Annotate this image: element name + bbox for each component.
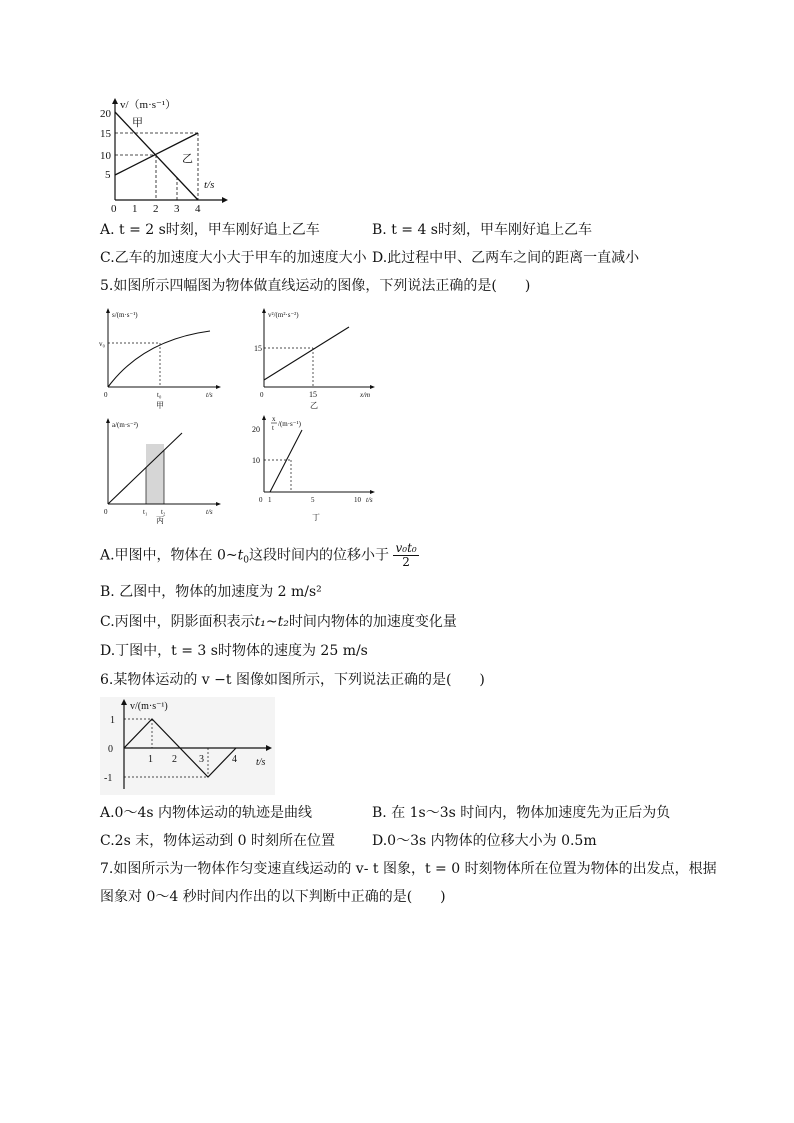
q6-xtick-1: 1 xyxy=(148,754,153,765)
q5-fig-ding xyxy=(250,412,380,524)
q4-option-c: C.乙车的加速度大小大于甲车的加速度大小 xyxy=(100,250,367,266)
q4-xtick-3: 3 xyxy=(174,203,180,213)
q4-ytick-15: 15 xyxy=(100,128,111,140)
q4-ytick-20: 20 xyxy=(100,108,111,120)
bing-ylabel: a/(m·s⁻²) xyxy=(112,421,139,429)
ding-ytick-10: 10 xyxy=(252,456,260,465)
ding-origin: 0 xyxy=(259,496,263,504)
q5-stem: 5.如图所示四幅图为物体做直线运动的图像，下列说法正确的是( ) xyxy=(100,278,531,294)
yi-ylabel: v²/(m²·s⁻²) xyxy=(268,311,299,319)
q4-xtick-1: 1 xyxy=(132,203,138,213)
q4-label-jia: 甲 xyxy=(132,117,143,129)
ding-ylabel-den: t xyxy=(272,424,274,432)
q6-option-b: B. 在 1s～3s 时间内，物体加速度先为正后为负 xyxy=(372,805,671,821)
q5-option-d: D.丁图中，t = 3 s时物体的速度为 25 m/s xyxy=(100,643,368,659)
q5-optC-range: t₁~t₂ xyxy=(254,614,289,630)
q4-ytick-10: 10 xyxy=(100,150,111,162)
ding-xtick-10: 10 xyxy=(354,496,361,504)
q6-xlabel: t/s xyxy=(256,757,266,768)
ding-xtick-5: 5 xyxy=(311,496,315,504)
q6-ylabel: v/(m·s⁻¹) xyxy=(130,701,168,712)
ding-ytick-20: 20 xyxy=(252,425,260,434)
q6-xtick-4: 4 xyxy=(232,754,237,765)
q7-stem-line2: 图象对 0～4 秒时间内作出的以下判断中正确的是( ) xyxy=(100,889,446,905)
q5-option-b: B. 乙图中，物体的加速度为 2 m/s² xyxy=(100,584,322,600)
q6-xtick-3: 3 xyxy=(199,754,204,765)
q6-ytick-0: 0 xyxy=(108,744,113,755)
q6-xtick-2: 2 xyxy=(172,754,177,765)
q4-option-d: D.此过程中甲、乙两车之间的距离一直减小 xyxy=(372,250,640,266)
q4-option-b: B. t = 4 s时刻，甲车刚好追上乙车 xyxy=(372,222,592,238)
ding-xtick-1: 1 xyxy=(268,496,272,504)
jia-t0: t₀ xyxy=(157,391,162,399)
q5-optA-fraction: $\frac{\text{v₀t₀}}{2}$ xyxy=(395,541,417,569)
yi-ytick: 15 xyxy=(254,344,262,353)
bing-xlabel: t/s xyxy=(206,508,213,516)
q4-xtick-2: 2 xyxy=(153,203,159,213)
q6-ytick-1: 1 xyxy=(110,715,115,726)
yi-xtick: 15 xyxy=(309,390,317,399)
q4-ytick-5: 5 xyxy=(105,169,111,181)
q5-fig-jia xyxy=(98,305,228,410)
yi-caption: 乙 xyxy=(310,401,318,410)
ding-xlabel: t/s xyxy=(366,496,373,504)
q4-xtick-4: 4 xyxy=(195,203,201,213)
bing-t1: t₁ xyxy=(143,508,148,516)
q5-option-c xyxy=(100,613,457,631)
q6-option-c: C.2s 末，物体运动到 0 时刻所在位置 xyxy=(100,833,336,849)
q6-stem: 6.某物体运动的 v −t 图像如图所示，下列说法正确的是( ) xyxy=(100,672,485,688)
q4-ylabel: v/（m·s⁻¹） xyxy=(120,99,177,111)
q4-option-a: A. t = 2 s时刻，甲车刚好追上乙车 xyxy=(100,222,320,238)
q4-xtick-0: 0 xyxy=(111,203,117,213)
q5-optA-mid: 这段时间内的位移小于 xyxy=(249,547,390,564)
q4-vt-graph xyxy=(100,95,230,213)
q5-fig-bing xyxy=(98,415,228,525)
bing-t2: t₂ xyxy=(161,508,166,516)
q6-option-d: D.0～3s 内物体的位移大小为 0.5m xyxy=(372,833,597,849)
q5-optA-pre: A.甲图中，物体在 0~ xyxy=(100,547,238,564)
bing-origin: 0 xyxy=(104,508,108,516)
jia-xlabel: t/s xyxy=(206,391,213,399)
q7-stem-line1: 7.如图所示为一物体作匀变速直线运动的 v- t 图象，t = 0 时刻物体所在位置为物体的出发点，根据 xyxy=(100,861,717,877)
q4-xlabel: t/s xyxy=(204,179,215,191)
q6-ytick-neg1: -1 xyxy=(104,773,113,784)
jia-v0: v₀ xyxy=(99,340,105,348)
jia-origin: 0 xyxy=(104,391,108,399)
q5-optC-post: 时间内物体的加速度变化量 xyxy=(288,614,457,630)
jia-ylabel: s/(m·s⁻¹) xyxy=(112,311,138,319)
bing-caption: 丙 xyxy=(156,516,164,525)
q5-fig-yi xyxy=(254,305,384,410)
ding-ylabel: /(m·s⁻¹) xyxy=(278,420,301,428)
yi-origin: 0 xyxy=(260,391,264,399)
jia-caption: 甲 xyxy=(156,401,164,410)
yi-xlabel: x/m xyxy=(360,391,371,399)
ding-caption: 丁 xyxy=(312,513,320,522)
q5-optC-pre: C.丙图中，阴影面积表示 xyxy=(100,614,255,630)
q4-label-yi: 乙 xyxy=(182,153,193,165)
q5-optA-t0: t xyxy=(237,547,244,564)
q6-vt-graph xyxy=(100,697,275,795)
q6-option-a: A.0～4s 内物体运动的轨迹是曲线 xyxy=(100,805,313,821)
ding-ylabel-num: x xyxy=(272,415,276,423)
q5-option-a: A.甲图中，物体在 $0\sim t_0$这段时间内的位移小于 $\frac{\text{v₀t₀}}{2}$ xyxy=(100,541,417,569)
